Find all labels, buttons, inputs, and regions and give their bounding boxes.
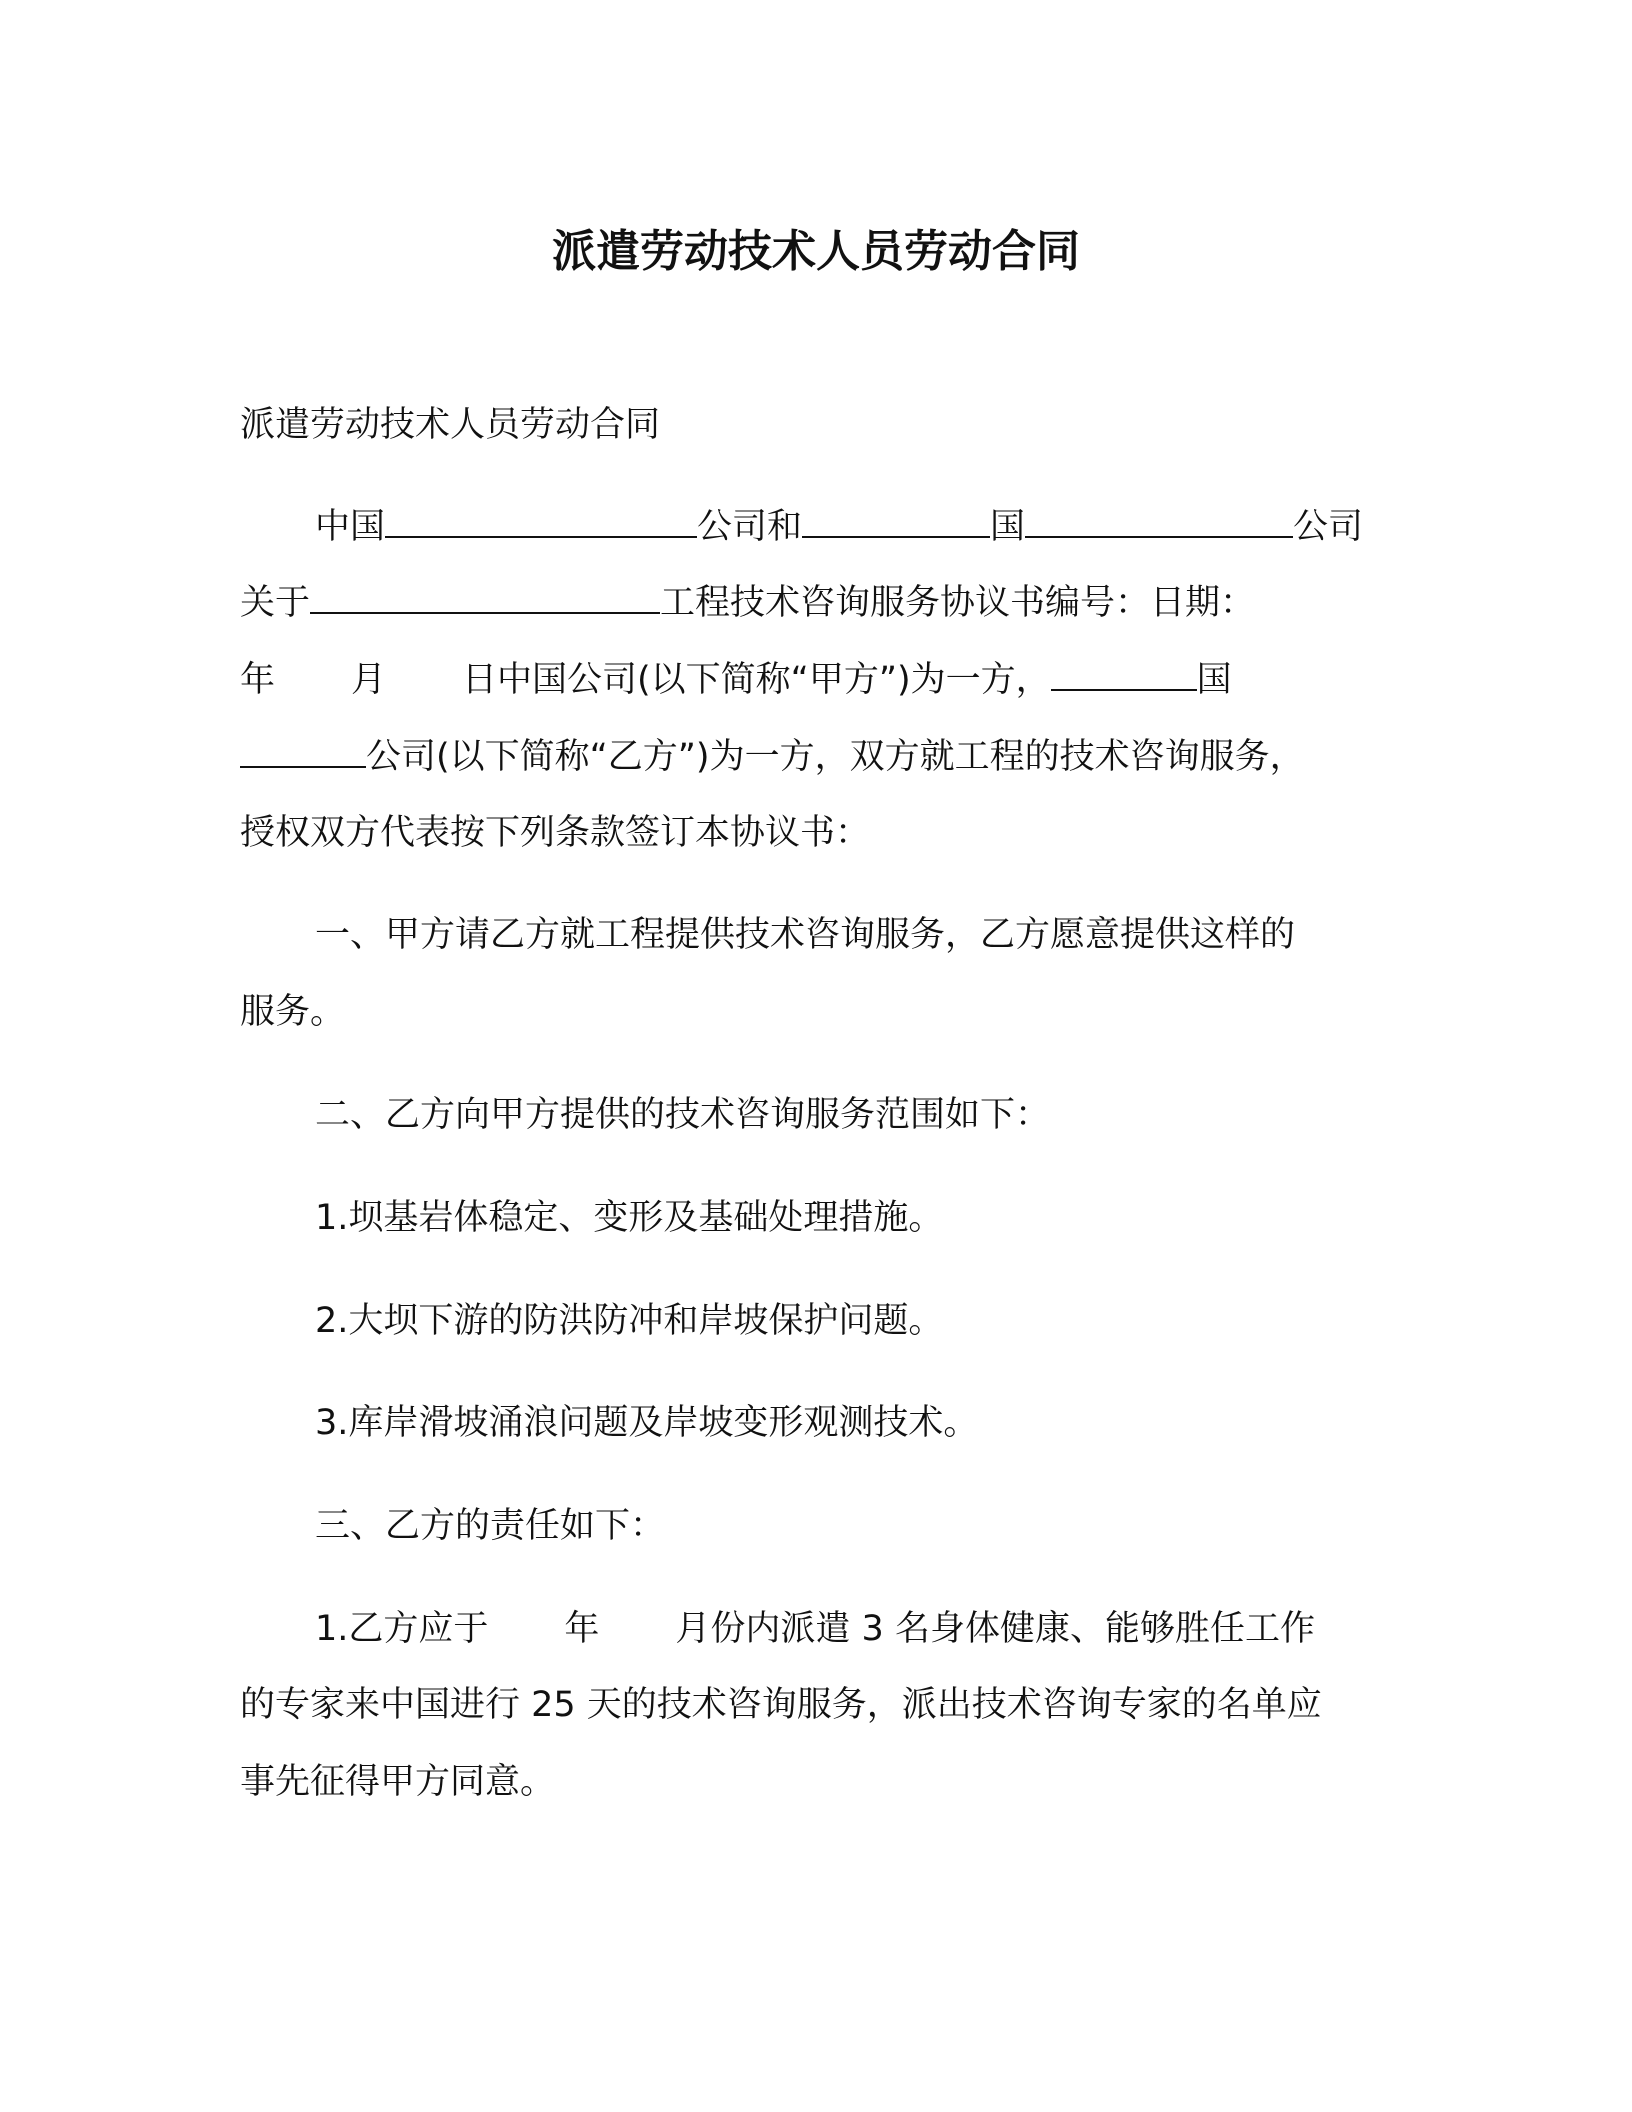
blank-country-2[interactable] xyxy=(1051,659,1197,691)
intro-line-1 xyxy=(240,502,1363,552)
intro-month: 月 xyxy=(351,660,387,700)
intro-china: 中国 xyxy=(315,507,386,547)
clause-3-item-1-rest: 月份内派遣 3 名身体健康、能够胜任工作 xyxy=(675,1609,1315,1649)
clause-3-heading: 三、乙方的责任如下： xyxy=(315,1506,666,1546)
clause-1-line-1: 一、甲方请乙方就工程提供技术咨询服务，乙方愿意提供这样的 xyxy=(315,915,1296,955)
clause-3-item-1-line-1 xyxy=(315,1604,1315,1654)
blank-party-b-company[interactable] xyxy=(240,736,366,768)
intro-line-5: 授权双方代表按下列条款签订本协议书： xyxy=(240,813,871,853)
clause-1-line-2: 服务。 xyxy=(240,992,346,1032)
clause-2-item-2: 2.大坝下游的防洪防冲和岸坡保护问题。 xyxy=(315,1301,944,1341)
clause-3-item-1-prefix: 1.乙方应于 xyxy=(315,1609,489,1649)
intro-line-3 xyxy=(240,655,1232,705)
clause-3-item-1-year: 年 xyxy=(564,1609,600,1649)
intro-company-and: 公司和 xyxy=(697,507,803,547)
intro-regarding: 关于 xyxy=(240,583,311,623)
document-title: 派遣劳动技术人员劳动合同 xyxy=(552,226,1080,277)
blank-foreign-company[interactable] xyxy=(1025,506,1293,538)
document-subtitle: 派遣劳动技术人员劳动合同 xyxy=(240,405,661,445)
clause-3-item-1-line-3: 事先征得甲方同意。 xyxy=(240,1762,556,1802)
clause-2-heading: 二、乙方向甲方提供的技术咨询服务范围如下： xyxy=(315,1095,1051,1135)
blank-project[interactable] xyxy=(310,582,660,614)
intro-year: 年 xyxy=(240,660,276,700)
clause-3-item-1-line-2: 的专家来中国进行 25 天的技术咨询服务，派出技术咨询专家的名单应 xyxy=(240,1685,1322,1725)
intro-day-party-a: 日中国公司(以下简称“甲方”)为一方， xyxy=(462,660,1051,700)
intro-country: 国 xyxy=(990,507,1026,547)
intro-party-b: 公司(以下简称“乙方”)为一方，双方就工程的技术咨询服务， xyxy=(366,737,1305,777)
blank-china-company[interactable] xyxy=(385,506,697,538)
clause-2-item-1: 1.坝基岩体稳定、变形及基础处理措施。 xyxy=(315,1198,944,1238)
blank-country[interactable] xyxy=(802,506,990,538)
intro-country-2: 国 xyxy=(1196,660,1232,700)
clause-2-item-3: 3.库岸滑坡涌浪问题及岸坡变形观测技术。 xyxy=(315,1403,979,1443)
intro-company: 公司 xyxy=(1293,507,1364,547)
intro-agreement-no-date: 工程技术咨询服务协议书编号：日期： xyxy=(660,583,1256,623)
intro-line-2 xyxy=(240,578,1255,628)
intro-line-4 xyxy=(240,732,1305,782)
